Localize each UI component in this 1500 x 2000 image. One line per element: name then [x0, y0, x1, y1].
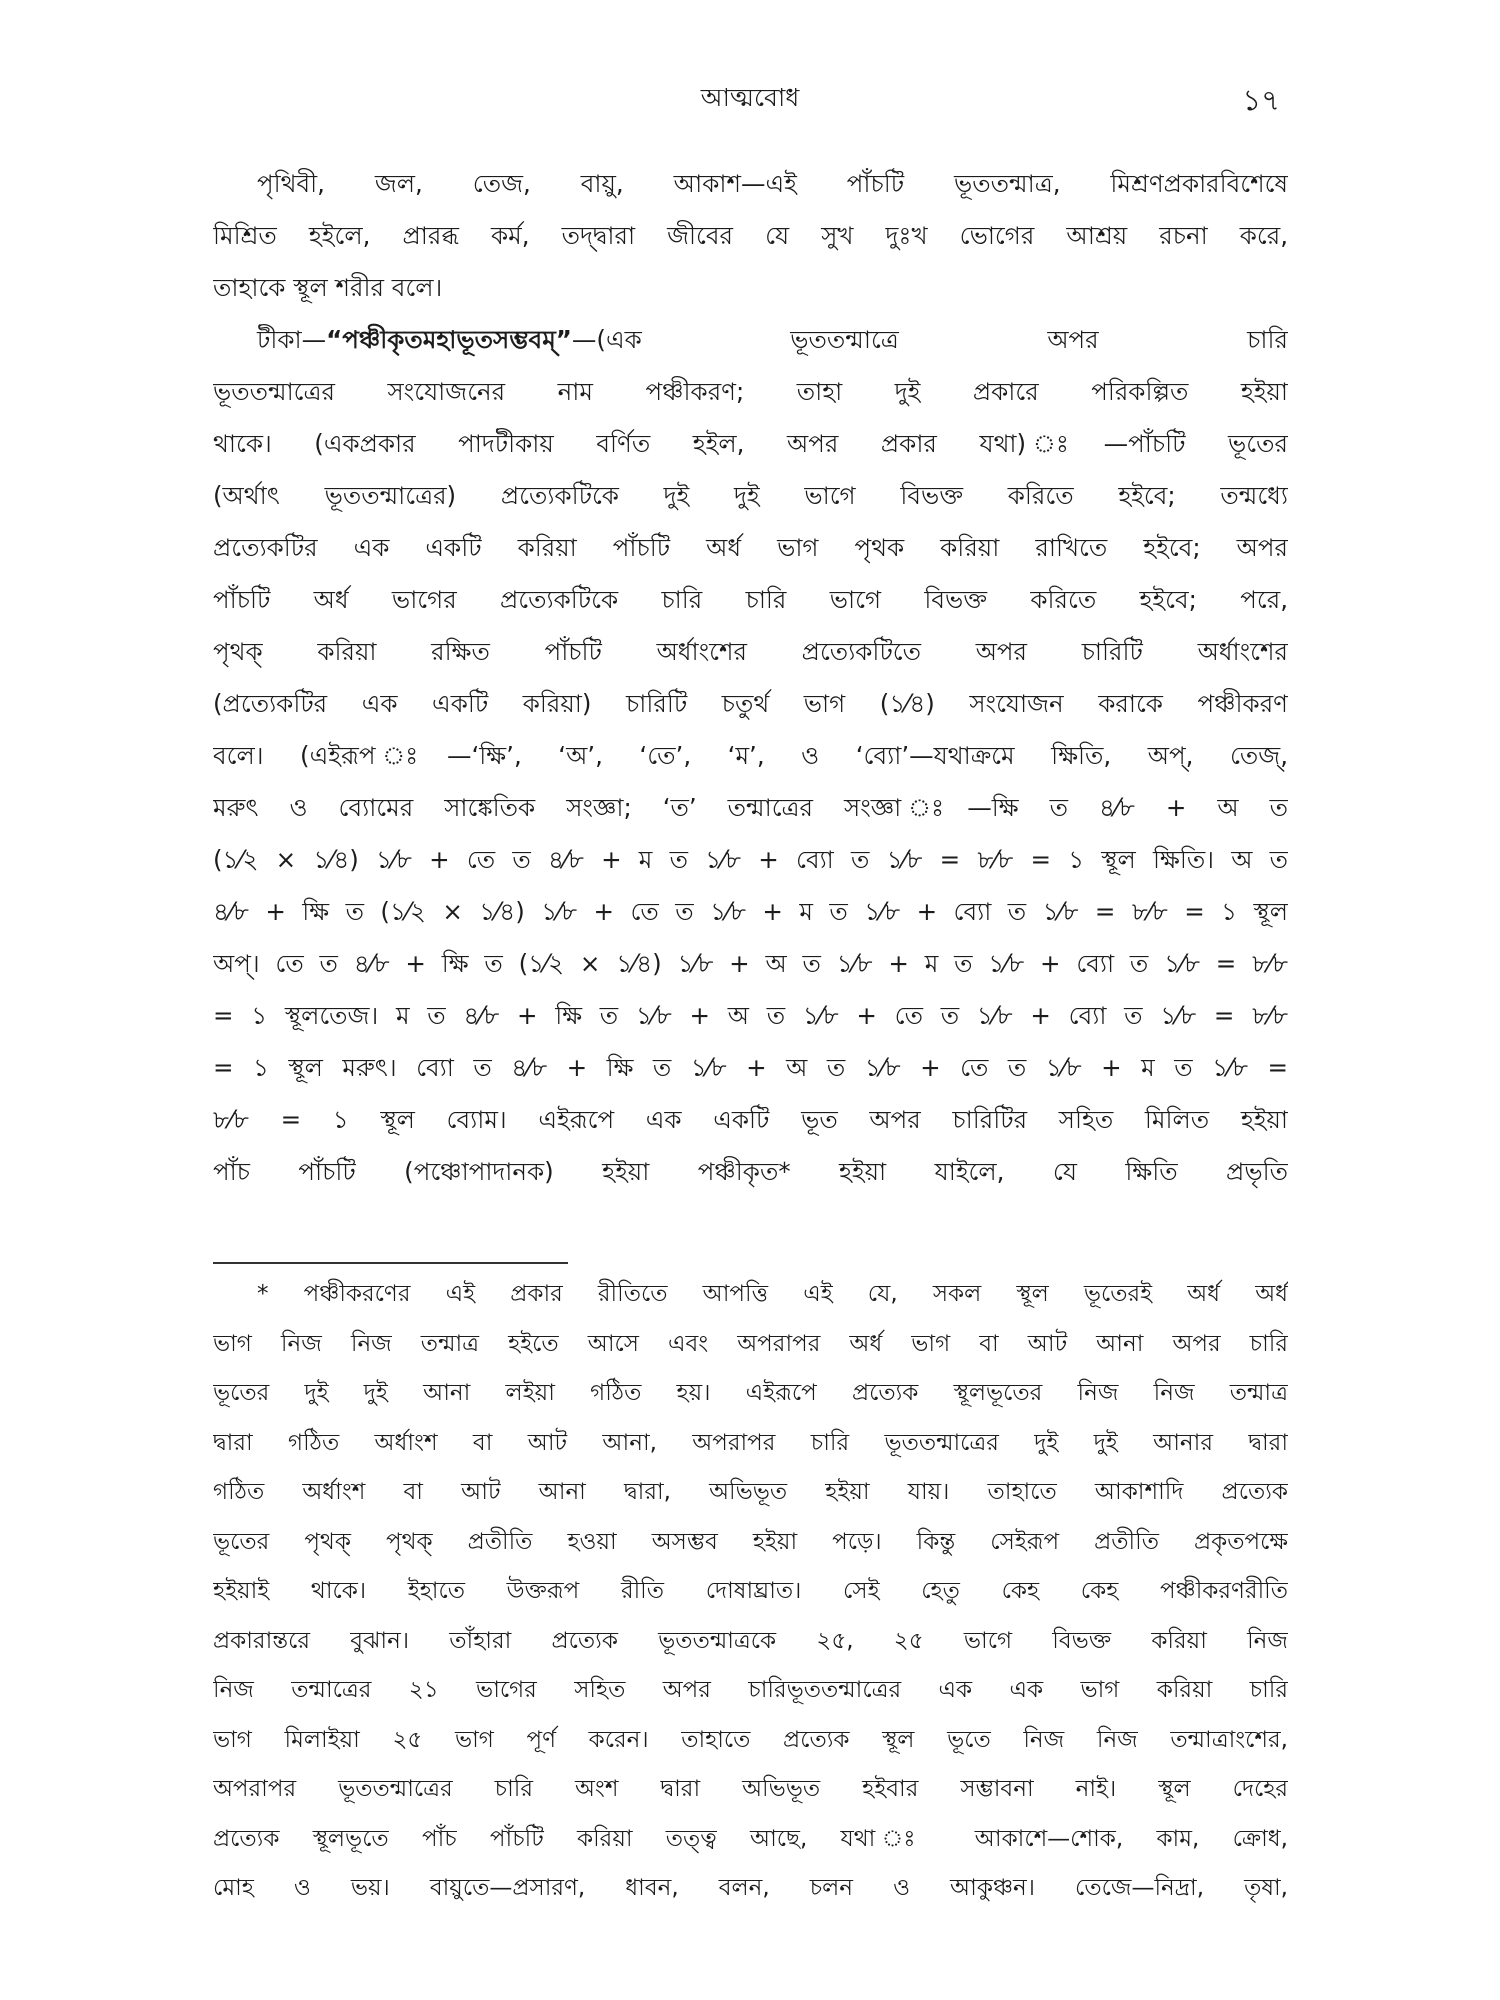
footnote-line: অপরাপর ভূততন্মাত্রের চারি অংশ দ্বারা অভিভূত হইবার সম্ভাবনা নাই। স্থূল দেহের — [213, 1776, 1288, 1802]
text-line: পৃথক্ করিয়া রক্ষিত পাঁচটি অর্ধাংশের প্রত্যেকটিতে অপর চারিটি অর্ধাংশের — [213, 637, 1288, 666]
text-line: থাকে। (একপ্রকার পাদটীকায় বর্ণিত হইল, অপর প্রকার যথা) ঃ—পাঁচটি ভূতের — [213, 429, 1288, 458]
page-header — [0, 78, 1500, 118]
footnote-line: প্রত্যেক স্থূলভূতে পাঁচ পাঁচটি করিয়া তত্ত্ব আছে, যথা ঃ আকাশে—শোক, কাম, ক্রোধ, — [213, 1825, 1288, 1852]
formula-line: মরুৎ ও ব্যোমের সাঙ্কেতিক সংজ্ঞা; ‘ত’ তন্মাত্রের সংজ্ঞা ঃ—ক্ষি ত ৪⁄৮ + অ ত — [213, 793, 1288, 822]
footnote-line: ভাগ নিজ নিজ তন্মাত্র হইতে আসে এবং অপরাপর অর্ধ ভাগ বা আট আনা অপর চারি — [213, 1330, 1288, 1357]
text-line: মিশ্রিত হইলে, প্রারব্ধ কর্ম, তদ্দ্বারা জীবের যে সুখ দুঃখ ভোগের আশ্রয় রচনা করে, — [213, 221, 1288, 250]
text-line: তাহাকে স্থূল শরীর বলে। — [213, 273, 443, 302]
text-line: ভূততন্মাত্রের সংযোজনের নাম পঞ্চীকরণ; তাহা দুই প্রকারে পরিকল্পিত হইয়া — [213, 377, 1288, 406]
formula-line: অপ্। তে ত ৪⁄৮ + ক্ষি ত (১⁄২ × ১⁄৪) ১⁄৮ + অ ত ১⁄৮ + ম ত ১⁄৮ + ব্যো ত ১⁄৮ = ৮⁄৮ — [213, 949, 1288, 978]
text-line: পৃথিবী, জল, তেজ, বায়ু, আকাশ—এই পাঁচটি ভূততন্মাত্র, মিশ্রণপ্রকারবিশেষে — [257, 169, 1288, 198]
text-line: বলে। (এইরূপ ঃ—‘ক্ষি’, ‘অ’, ‘তে’, ‘ম’, ও ‘ব্যো’—যথাক্রমে ক্ষিতি, অপ্, তেজ্, — [213, 741, 1288, 770]
commentary-term: “পঞ্চীকৃতমহাভূতসম্ভবম্” — [326, 325, 572, 354]
footnote — [213, 1270, 1288, 1914]
running-title: আত্মবোধ — [700, 83, 800, 112]
commentary-label: টীকা— — [257, 325, 327, 354]
footnote-line: গঠিত অর্ধাংশ বা আট আনা দ্বারা, অভিভূত হইয়া যায়। তাহাতে আকাশাদি প্রত্যেক — [213, 1479, 1288, 1505]
text-line: পাঁচ পাঁচটি (পঞ্চোপাদানক) হইয়া পঞ্চীকৃত* হইয়া যাইলে, যে ক্ষিতি প্রভৃতি — [213, 1157, 1288, 1186]
footnote-line: হইয়াই থাকে। ইহাতে উক্তরূপ রীতি দোষাঘ্রাত। সেই হেতু কেহ কেহ পঞ্চীকরণরীতি — [213, 1578, 1288, 1604]
footnote-rule — [213, 1262, 568, 1264]
footnote-line: মোহ ও ভয়। বায়ুতে—প্রসারণ, ধাবন, বলন, চলন ও আকুঞ্চন। তেজে—নিদ্রা, তৃষা, — [213, 1875, 1288, 1901]
text-line: পাঁচটি অর্ধ ভাগের প্রত্যেকটিকে চারি চারি ভাগে বিভক্ত করিতে হইবে; পরে, — [213, 585, 1288, 614]
formula-line: = ১ স্থূল মরুৎ। ব্যো ত ৪⁄৮ + ক্ষি ত ১⁄৮ + অ ত ১⁄৮ + তে ত ১⁄৮ + ম ত ১⁄৮ = — [213, 1053, 1288, 1082]
formula-line: (১⁄২ × ১⁄৪) ১⁄৮ + তে ত ৪⁄৮ + ম ত ১⁄৮ + ব্যো ত ১⁄৮ = ৮⁄৮ = ১ স্থূল ক্ষিতি। অ ত — [213, 845, 1288, 874]
footnote-line: প্রকারান্তরে বুঝান। তাঁহারা প্রত্যেক ভূততন্মাত্রকে ২৫, ২৫ ভাগে বিভক্ত করিয়া নিজ — [213, 1627, 1288, 1654]
commentary-text: —(এক ভূততন্মাত্রে অপর চারি — [571, 325, 1288, 354]
commentary-first-line — [213, 314, 1288, 366]
text-line: (প্রত্যেকটির এক একটি করিয়া) চারিটি চতুর্থ ভাগ (১⁄৪) সংযোজন করাকে পঞ্চীকরণ — [213, 689, 1288, 718]
footnote-line: ভূতের দুই দুই আনা লইয়া গঠিত হয়। এইরূপে প্রত্যেক স্থূলভূতের নিজ নিজ তন্মাত্র — [213, 1380, 1288, 1406]
footnote-line: নিজ তন্মাত্রের ২১ ভাগের সহিত অপর চারিভূততন্মাত্রের এক এক ভাগ করিয়া চারি — [213, 1677, 1288, 1703]
footnote-line: * পঞ্চীকরণের এই প্রকার রীতিতে আপত্তি এই যে, সকল স্থূল ভূতেরই অর্ধ অর্ধ — [257, 1281, 1288, 1307]
page-number: ১৭ — [1242, 83, 1280, 117]
main-text — [213, 158, 1288, 1198]
text-line: ৮⁄৮ = ১ স্থূল ব্যোম। এইরূপে এক একটি ভূত অপর চারিটির সহিত মিলিত হইয়া — [213, 1105, 1288, 1134]
formula-line: = ১ স্থূলতেজ। ম ত ৪⁄৮ + ক্ষি ত ১⁄৮ + অ ত ১⁄৮ + তে ত ১⁄৮ + ব্যো ত ১⁄৮ = ৮⁄৮ — [213, 1001, 1288, 1030]
footnote-line: দ্বারা গঠিত অর্ধাংশ বা আট আনা, অপরাপর চারি ভূততন্মাত্রের দুই দুই আনার দ্বারা — [213, 1429, 1288, 1456]
footnote-line: ভূতের পৃথক্ পৃথক্ প্রতীতি হওয়া অসম্ভব হইয়া পড়ে। কিন্তু সেইরূপ প্রতীতি প্রকৃতপক্ষে — [213, 1528, 1288, 1555]
footnote-line: ভাগ মিলাইয়া ২৫ ভাগ পূর্ণ করেন। তাহাতে প্রত্যেক স্থূল ভূতে নিজ নিজ তন্মাত্রাংশের, — [213, 1726, 1288, 1753]
text-line: প্রত্যেকটির এক একটি করিয়া পাঁচটি অর্ধ ভাগ পৃথক করিয়া রাখিতে হইবে; অপর — [213, 533, 1288, 562]
formula-line: ৪⁄৮ + ক্ষি ত (১⁄২ × ১⁄৪) ১⁄৮ + তে ত ১⁄৮ + ম ত ১⁄৮ + ব্যো ত ১⁄৮ = ৮⁄৮ = ১ স্থূল — [213, 897, 1288, 926]
text-line: (অর্থাৎ ভূততন্মাত্রের) প্রত্যেকটিকে দুই দুই ভাগে বিভক্ত করিতে হইবে; তন্মধ্যে — [213, 481, 1288, 510]
